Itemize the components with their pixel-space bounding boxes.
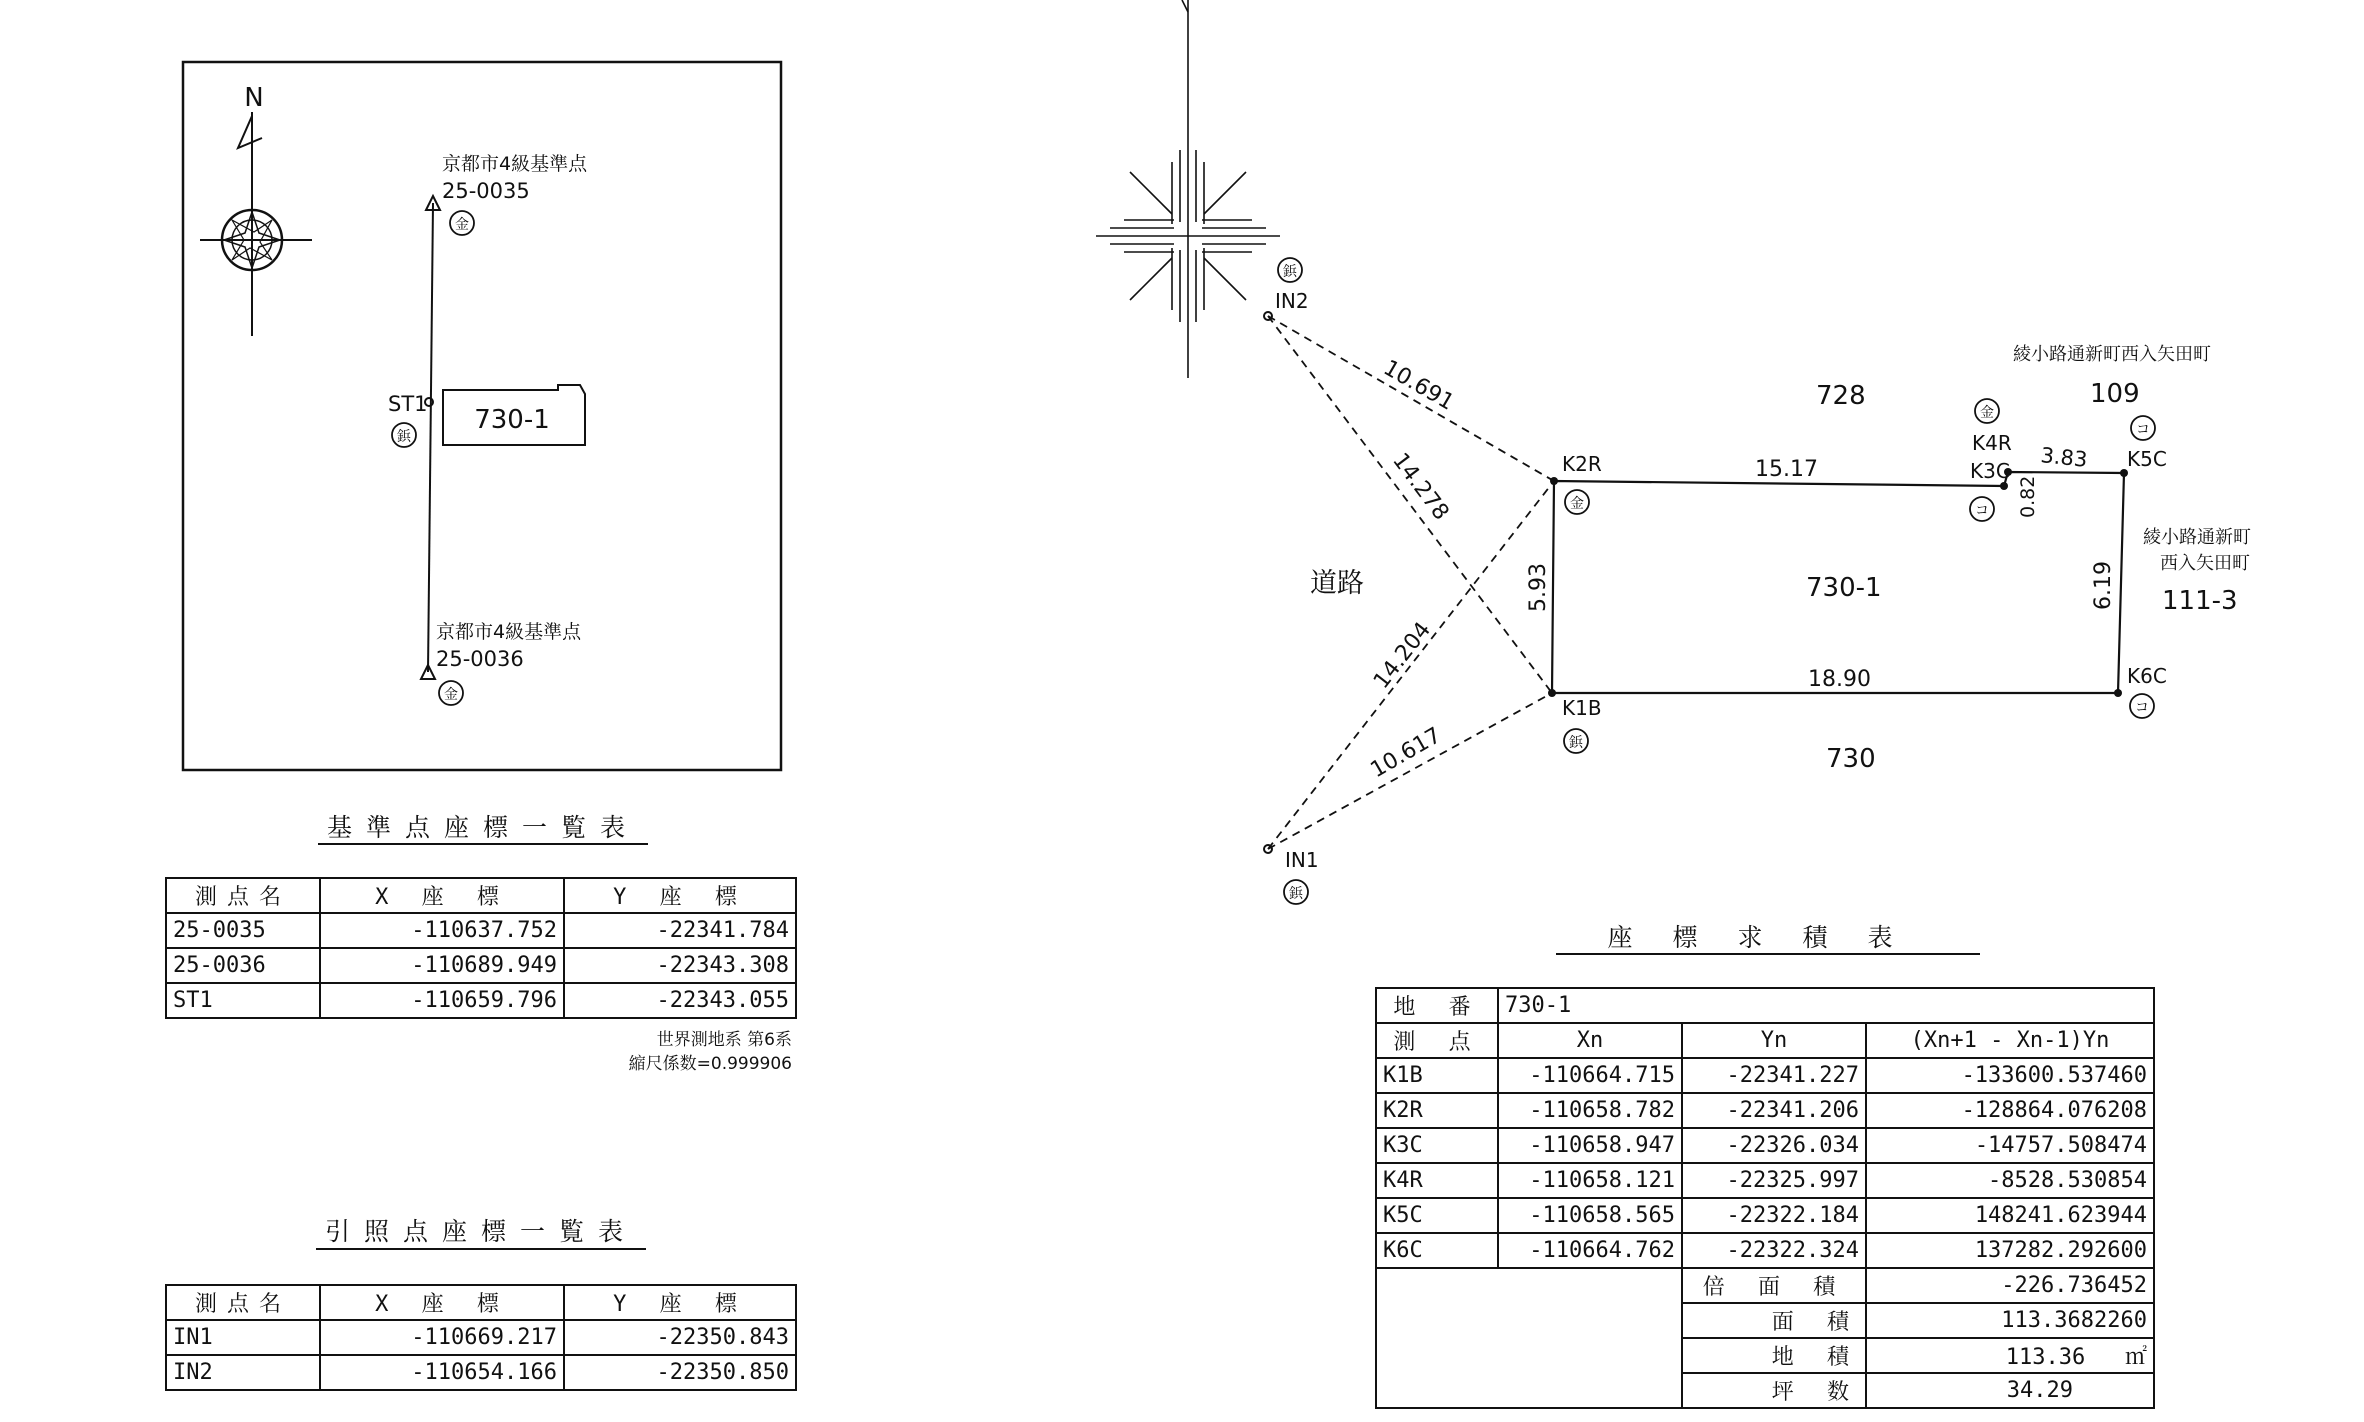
north-arrow-icon — [200, 83, 312, 336]
parcel-730-label: 730 — [1826, 744, 1876, 774]
cell-name: IN2 — [166, 1355, 320, 1390]
col-x: X 座 標 — [320, 878, 564, 913]
dim-k1b-k2r: 5.93 — [1526, 563, 1551, 612]
col-point-name: 測点名 — [166, 1285, 320, 1320]
bm2-id: 25-0036 — [436, 647, 524, 671]
cell-yn: -22341.227 — [1682, 1058, 1866, 1093]
double-area-value: -226.736452 — [1866, 1268, 2154, 1303]
cell-point: K3C — [1376, 1128, 1498, 1163]
area-title-underline — [1556, 953, 1980, 955]
tsubo-label: 坪 数 — [1682, 1373, 1866, 1408]
bm1-id: 25-0035 — [442, 179, 530, 203]
datum-note-line2: 縮尺係数=0.999906 — [628, 1054, 792, 1074]
cell-yn: -22322.324 — [1682, 1233, 1866, 1268]
cell-product: 137282.292600 — [1866, 1233, 2154, 1268]
col-y: Y 座 標 — [564, 878, 796, 913]
st1-marker: 鋲 — [397, 429, 411, 445]
k4r-marker: 金 — [1980, 405, 1994, 421]
cell-point: K4R — [1376, 1163, 1498, 1198]
table-row — [166, 983, 796, 1018]
bm1-title: 京都市4級基準点 — [442, 153, 588, 175]
k2r-label: K2R — [1562, 452, 1602, 476]
cell-y: -22350.850 — [564, 1355, 796, 1390]
traverse-line — [428, 203, 433, 672]
cell-x: -110689.949 — [320, 948, 564, 983]
tsubo-value: 34.29 — [1866, 1373, 2154, 1408]
k2r-marker: 金 — [1570, 496, 1584, 512]
cell-y: -22350.843 — [564, 1320, 796, 1355]
k3c-label: K3C — [1970, 459, 2010, 483]
table-row — [1376, 1233, 2154, 1268]
lot-area-value: 113.36 — [2005, 1345, 2086, 1370]
bm1-marker: 金 — [455, 217, 469, 233]
benchmark-table-title: 基準点座標一覧表 — [326, 813, 639, 842]
k6c-label: K6C — [2127, 664, 2167, 688]
dim-k5c-k6c: 6.19 — [2091, 561, 2116, 610]
table-row — [1376, 1128, 2154, 1163]
lot-area-cell — [1866, 1338, 2154, 1373]
dim-in1-k1b: 10.617 — [1366, 723, 1446, 784]
reference-table-title: 引照点座標一覧表 — [324, 1217, 637, 1246]
in1-label: IN1 — [1285, 848, 1319, 872]
in1-marker: 鋲 — [1289, 886, 1303, 902]
north-label: N — [244, 83, 264, 113]
table-row — [166, 1355, 796, 1390]
area-table-title: 座標求積表 — [1607, 923, 1933, 952]
lot-value: 730-1 — [1498, 988, 2154, 1023]
cell-name: 25-0036 — [166, 948, 320, 983]
bm2-marker: 金 — [444, 687, 458, 703]
table-row — [1376, 1093, 2154, 1128]
area-table — [1375, 987, 2155, 1409]
inset-parcel-label: 730-1 — [474, 405, 550, 435]
summary-blank — [1376, 1268, 1682, 1408]
cell-xn: -110664.715 — [1498, 1058, 1682, 1093]
cell-yn: -22341.206 — [1682, 1093, 1866, 1128]
cell-yn: -22322.184 — [1682, 1198, 1866, 1233]
town-e2-label: 西入矢田町 — [2160, 553, 2250, 574]
col-y: Y 座 標 — [564, 1285, 796, 1320]
town-ne-label: 綾小路通新町西入矢田町 — [2013, 344, 2211, 365]
cell-point: K6C — [1376, 1233, 1498, 1268]
cell-y: -22343.308 — [564, 948, 796, 983]
lot-area-label: 地 積 — [1682, 1338, 1866, 1373]
parcel-728-label: 728 — [1816, 381, 1866, 411]
cell-yn: -22325.997 — [1682, 1163, 1866, 1198]
inset-map — [183, 62, 781, 770]
summary-row — [1376, 1268, 2154, 1303]
lot-area-unit: ㎡ — [2124, 1345, 2147, 1370]
parcel-111-3-label: 111-3 — [2162, 586, 2238, 616]
benchmark-table — [165, 877, 797, 1019]
cell-product: -133600.537460 — [1866, 1058, 2154, 1093]
cell-x: -110637.752 — [320, 913, 564, 948]
in2-label: IN2 — [1275, 289, 1309, 313]
table-row — [166, 948, 796, 983]
cell-name: ST1 — [166, 983, 320, 1018]
datum-note-line1: 世界測地系 第6系 — [656, 1030, 792, 1050]
cell-x: -110654.166 — [320, 1355, 564, 1390]
cell-product: 148241.623944 — [1866, 1198, 2154, 1233]
benchmark-title-underline — [318, 843, 648, 845]
dim-in1-k2r: 14.204 — [1369, 617, 1437, 694]
area-label: 面 積 — [1682, 1303, 1866, 1338]
cell-y: -22341.784 — [564, 913, 796, 948]
parcel-109-label: 109 — [2090, 379, 2140, 409]
main-plan — [1096, 0, 2251, 904]
cell-xn: -110658.947 — [1498, 1128, 1682, 1163]
k3c-marker: コ — [1975, 503, 1989, 519]
cell-xn: -110658.565 — [1498, 1198, 1682, 1233]
reference-table — [165, 1284, 797, 1391]
road-label: 道路 — [1310, 568, 1364, 599]
k6c-marker: コ — [2135, 700, 2149, 716]
table-row — [166, 913, 796, 948]
st1-label: ST1 — [388, 392, 428, 416]
double-area-label: 倍 面 積 — [1682, 1268, 1866, 1303]
bm2-title: 京都市4級基準点 — [436, 621, 582, 643]
reference-title-underline — [316, 1248, 646, 1250]
cell-xn: -110658.782 — [1498, 1093, 1682, 1128]
parcel-730-1-label: 730-1 — [1806, 573, 1882, 603]
dim-k4r-k5c: 3.83 — [2039, 443, 2089, 472]
cell-name: IN1 — [166, 1320, 320, 1355]
cell-x: -110659.796 — [320, 983, 564, 1018]
cell-x: -110669.217 — [320, 1320, 564, 1355]
datum-note — [520, 1028, 792, 1076]
dim-k3c-k4r: 0.82 — [2017, 475, 2039, 518]
compass-rose-icon — [1096, 0, 1280, 378]
cell-point: K5C — [1376, 1198, 1498, 1233]
col-yn: Yn — [1682, 1023, 1866, 1058]
cell-point: K1B — [1376, 1058, 1498, 1093]
table-row — [166, 1320, 796, 1355]
k5c-marker: コ — [2136, 422, 2150, 438]
cell-product: -8528.530854 — [1866, 1163, 2154, 1198]
k1b-marker: 鋲 — [1569, 735, 1583, 751]
k1b-label: K1B — [1562, 696, 1602, 720]
cell-product: -128864.076208 — [1866, 1093, 2154, 1128]
dim-in2-k1b: 14.278 — [1387, 448, 1454, 526]
cell-y: -22343.055 — [564, 983, 796, 1018]
dim-k1b-k6c: 18.90 — [1808, 667, 1871, 692]
cell-yn: -22326.034 — [1682, 1128, 1866, 1163]
col-xn: Xn — [1498, 1023, 1682, 1058]
col-point: 測 点 — [1376, 1023, 1498, 1058]
in2-marker: 鋲 — [1283, 264, 1297, 280]
table-row — [1376, 1198, 2154, 1233]
cell-xn: -110664.762 — [1498, 1233, 1682, 1268]
town-e1-label: 綾小路通新町 — [2143, 527, 2251, 548]
cell-product: -14757.508474 — [1866, 1128, 2154, 1163]
col-point-name: 測点名 — [166, 878, 320, 913]
area-value: 113.3682260 — [1866, 1303, 2154, 1338]
table-row — [1376, 1163, 2154, 1198]
dim-k2r-k3c: 15.17 — [1755, 457, 1818, 482]
k5c-label: K5C — [2127, 447, 2167, 471]
col-x: X 座 標 — [320, 1285, 564, 1320]
dim-in2-k2r: 10.691 — [1379, 355, 1459, 416]
cell-name: 25-0035 — [166, 913, 320, 948]
lot-label: 地 番 — [1376, 988, 1498, 1023]
cell-xn: -110658.121 — [1498, 1163, 1682, 1198]
table-row — [1376, 1058, 2154, 1093]
k4r-label: K4R — [1972, 431, 2012, 455]
col-formula: (Xn+1 - Xn-1)Yn — [1866, 1023, 2154, 1058]
cell-point: K2R — [1376, 1093, 1498, 1128]
